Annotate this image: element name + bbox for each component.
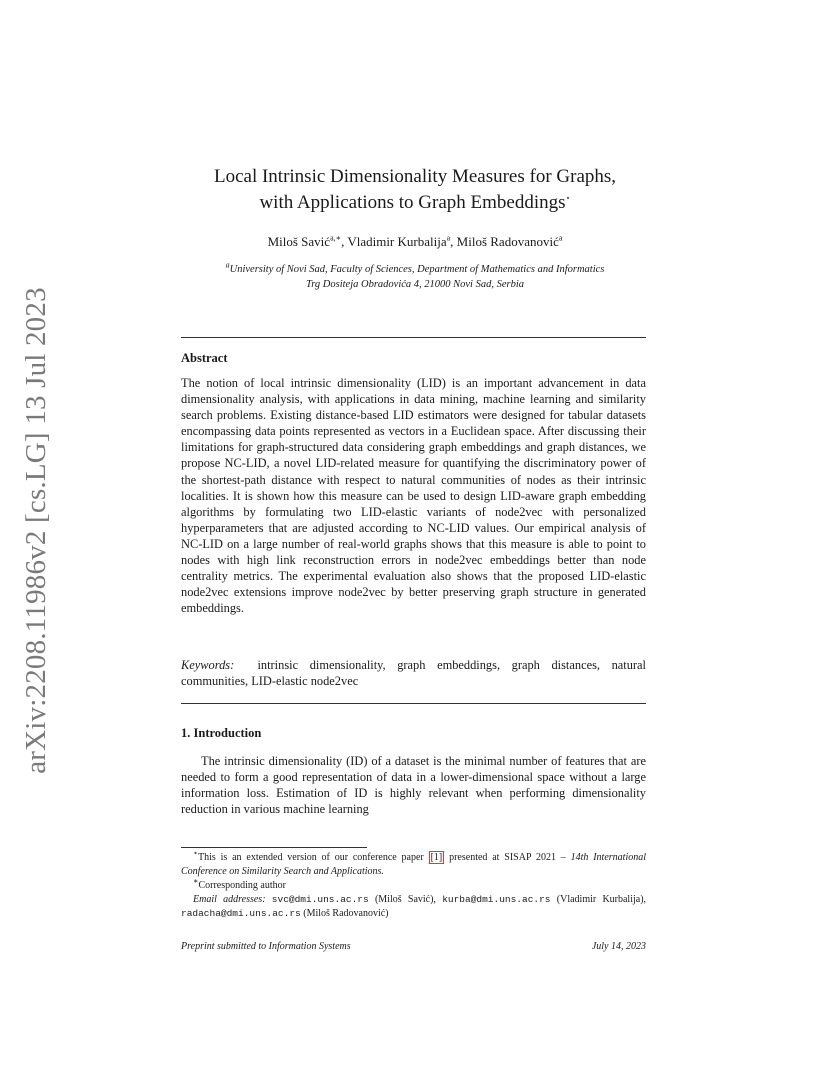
author-affil-mark: a: [558, 233, 563, 243]
footnotes: [181, 848, 647, 921]
abstract-bottom-rule: [181, 703, 646, 704]
email-address[interactable]: svc@dmi.uns.ac.rs: [271, 894, 369, 905]
affiliation-line-2: Trg Dositeja Obradovića 4, 21000 Novi Sad, Serbia: [305, 279, 525, 290]
author-name: Miloš Radovanović: [456, 234, 559, 249]
affiliation-line-1: University of Novi Sad, Faculty of Sciences, Department of Mathematics and Informatics: [229, 264, 605, 275]
keywords-text: intrinsic dimensionality, graph embeddings, graph distances, natural communities, LID-elastic node2vec: [181, 658, 647, 689]
keywords: [181, 657, 646, 689]
title-line-2: with Applications to Graph Embeddings: [259, 192, 566, 213]
footnote-rule: [181, 847, 367, 848]
page-footer: [181, 941, 646, 952]
affiliation-mark: a: [225, 260, 230, 270]
email-address[interactable]: radacha@dmi.uns.ac.rs: [181, 908, 301, 919]
author-list: Miloš Savić$^{a,∗}$, Vladimir Kurbalija$^a$, Miloš Radovanović$^a$: [267, 233, 563, 249]
arxiv-identifier-stamp: arXiv:2208.11986v2 [cs.LG] 13 Jul 2023: [19, 286, 52, 774]
email-address[interactable]: kurba@dmi.uns.ac.rs: [442, 894, 551, 905]
title-star-mark: ⋆: [565, 193, 571, 203]
abstract-top-rule: [181, 337, 646, 338]
footnote-emails: Email addresses: svc@dmi.uns.ac.rs (Miloš Savić), kurba@dmi.uns.ac.rs (Vladimir Kurbalija), radacha@dmi.uns.ac.rs (Miloš Radovanović): [181, 894, 647, 919]
paper-title: [150, 164, 680, 216]
citation-link[interactable]: [1]: [430, 852, 443, 863]
author-affil-mark: a,∗: [330, 233, 342, 243]
author-name: Miloš Savić: [267, 234, 331, 249]
affiliation: [150, 262, 680, 292]
footnote-corresponding: ∗Corresponding author: [193, 876, 286, 891]
section-heading-introduction: 1. Introduction: [181, 726, 262, 740]
introduction-text: The intrinsic dimensionality (ID) of a dataset is the minimal number of features that are needed to form a good representation of data in a lower-dimensional space without a large information loss. Estimation of ID is highly relevant when performing dimensionality reduction in various machine learning: [181, 754, 646, 817]
keywords-label: Keywords:: [181, 658, 235, 672]
abstract-text: The notion of local intrinsic dimensionality (LID) is an important advancement in data dimensionality analysis, with applications in data mining, machine learning and similarity search problems. Existing distance-based LID estimators were designed for tabular datasets encompassing data points represented as vectors in a Euclidean space. After discussing their limitations for graph-structured data considering graph embeddings and graph distances, we propose NC-LID, a novel LID-related measure for quantifying the discriminatory power of the shortest-path distance with respect to natural communities of nodes as their intrinsic localities. It is shown how this measure can be used to design LID-aware graph embedding algorithms by formulating two LID-elastic variants of node2vec with personalized hyperparameters that are adjusted according to NC-LID values. Our empirical analysis of NC-LID on a large number of real-world graphs shows that this measure is able to point to nodes with high link reconstruction errors in node2vec embeddings better than node centrality metrics. The experimental evaluation also shows that the proposed LID-elastic node2vec extensions improve node2vec by better preserving graph structure in generated embeddings.: [181, 376, 646, 616]
abstract-heading: Abstract: [181, 351, 228, 365]
author-affil-mark: a: [446, 233, 451, 243]
author-name: Vladimir Kurbalija: [347, 234, 447, 249]
footer-date: July 14, 2023: [591, 941, 646, 952]
email-label: Email addresses:: [193, 894, 266, 905]
footer-preprint-note: Preprint submitted to Information Systems: [181, 941, 351, 952]
footnote-extended-version: ⋆This is an extended version of our conference paper [1] presented at SISAP 2021 – 14th International Conference on Similarity Search and Applications.: [181, 848, 647, 877]
title-line-1: Local Intrinsic Dimensionality Measures for Graphs,: [213, 166, 617, 187]
